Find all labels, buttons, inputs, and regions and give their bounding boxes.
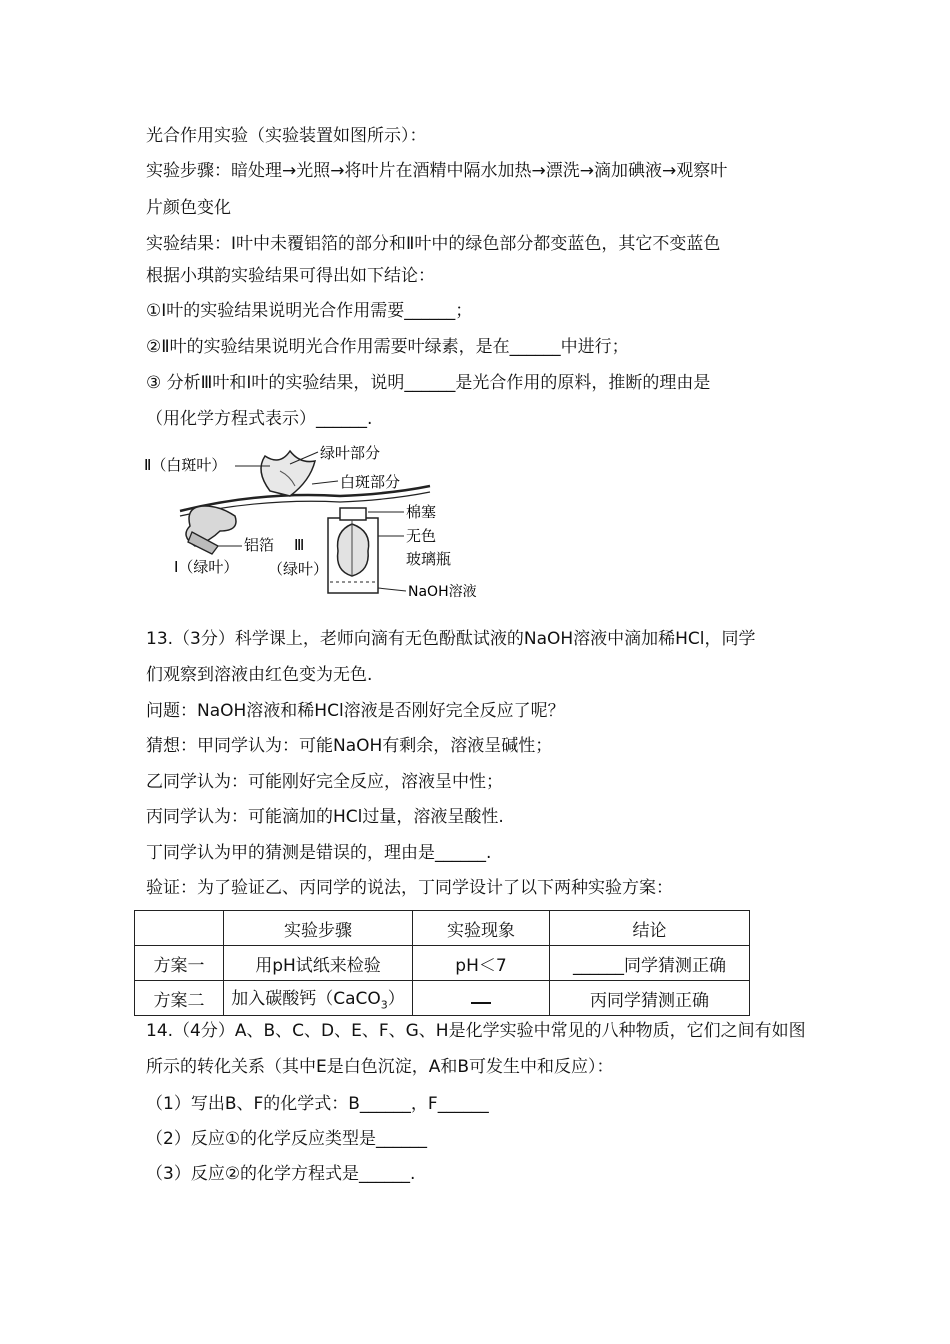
section-title: 光合作用实验（实验装置如图所示）： [146,126,427,146]
table-header-row [135,911,750,946]
leaf-3-shape [338,524,369,576]
label-leaf-3-green: （绿叶） [268,560,329,578]
label-white-part: 白斑部分 [340,473,401,491]
table-cell: 用pH试纸来检验 [224,946,413,981]
cotton-shape [340,508,366,520]
table-row [135,981,750,1016]
conclusion-2: ②Ⅱ叶的实验结果说明光合作用需要叶绿素，是在______中进行； [146,337,629,357]
table-header-cell [135,911,224,946]
plan-table [134,910,750,1016]
table-cell: pH＜7 [413,946,550,981]
q13-guess-a: 猜想：甲同学认为：可能NaOH有剩余，溶液呈碱性； [146,736,553,756]
table-cell [413,981,550,1016]
q14-line-2: 所示的转化关系（其中E是白色沉淀，A和B可发生中和反应）： [146,1057,614,1077]
table-header-cell: 结论 [550,911,750,946]
table-cell: 丙同学猜测正确 [550,981,750,1016]
q13-guess-c: 丙同学认为：可能滴加的HCl过量，溶液呈酸性. [146,807,504,827]
q14-part-3: （3）反应②的化学方程式是______. [146,1164,416,1184]
q13-guess-d: 丁同学认为甲的猜测是错误的，理由是______. [146,843,492,863]
q14-part-2: （2）反应①的化学反应类型是______ [146,1129,428,1149]
label-naoh: NaOH溶液 [408,584,477,600]
label-leaf-2: Ⅱ（白斑叶） [144,456,227,474]
q13-question: 问题：NaOH溶液和稀HCl溶液是否刚好完全反应了呢？ [146,701,565,721]
q13-guess-b: 乙同学认为：可能刚好完全反应，溶液呈中性； [146,772,503,792]
label-colorless: 无色 [406,527,437,545]
q13-line-1: 13.（3分）科学课上，老师向滴有无色酚酞试液的NaOH溶液中滴加稀HCl，同学 [146,629,756,649]
steps-line-1: 实验步骤：暗处理→光照→将叶片在酒精中隔水加热→漂洗→滴加碘液→观察叶 [146,161,728,181]
table-cell-step: 加入碳酸钙（CaCO [231,989,381,1010]
table-cell [224,981,413,1016]
conclusion-3-line-1: ③ 分析Ⅲ叶和Ⅰ叶的实验结果，说明______是光合作用的原料，推断的理由是 [146,373,711,393]
label-cotton: 棉塞 [406,503,437,521]
label-leaf-1: Ⅰ（绿叶） [174,558,239,576]
dash-mark [471,992,491,1004]
subscript-3: 3 [380,998,388,1012]
q14-line-1: 14.（4分）A、B、C、D、E、F、G、H是化学实验中常见的八种物质，它们之间有如图 [146,1021,806,1041]
leaf-2-shape [261,451,315,496]
table-header-cell: 实验步骤 [224,911,413,946]
table-cell: 方案二 [135,981,224,1016]
table-header-cell: 实验现象 [413,911,550,946]
label-green-part: 绿叶部分 [320,444,381,462]
experiment-figure [140,436,500,606]
steps-line-2: 片颜色变化 [146,198,231,218]
q13-verify: 验证：为了验证乙、丙同学的说法，丁同学设计了以下两种实验方案： [146,878,673,898]
q13-line-2: 们观察到溶液由红色变为无色. [146,665,373,685]
conclusion-intro: 根据小琪韵实验结果可得出如下结论： [146,266,435,286]
label-leaf-3: Ⅲ [294,536,305,554]
table-cell: 方案一 [135,946,224,981]
label-foil: 铝箔 [244,536,275,554]
table-cell: ______同学猜测正确 [550,946,750,981]
q14-part-1: （1）写出B、F的化学式：B______，F______ [146,1094,489,1114]
result-line: 实验结果：Ⅰ叶中未覆铝箔的部分和Ⅱ叶中的绿色部分都变蓝色，其它不变蓝色 [146,234,721,254]
conclusion-1: ①Ⅰ叶的实验结果说明光合作用需要______； [146,301,473,321]
table-cell-step-end: ） [387,989,405,1010]
experiment-diagram [140,436,500,606]
table-row [135,946,750,981]
label-bottle: 玻璃瓶 [406,550,452,568]
conclusion-3-line-2: （用化学方程式表示）______. [146,409,373,429]
